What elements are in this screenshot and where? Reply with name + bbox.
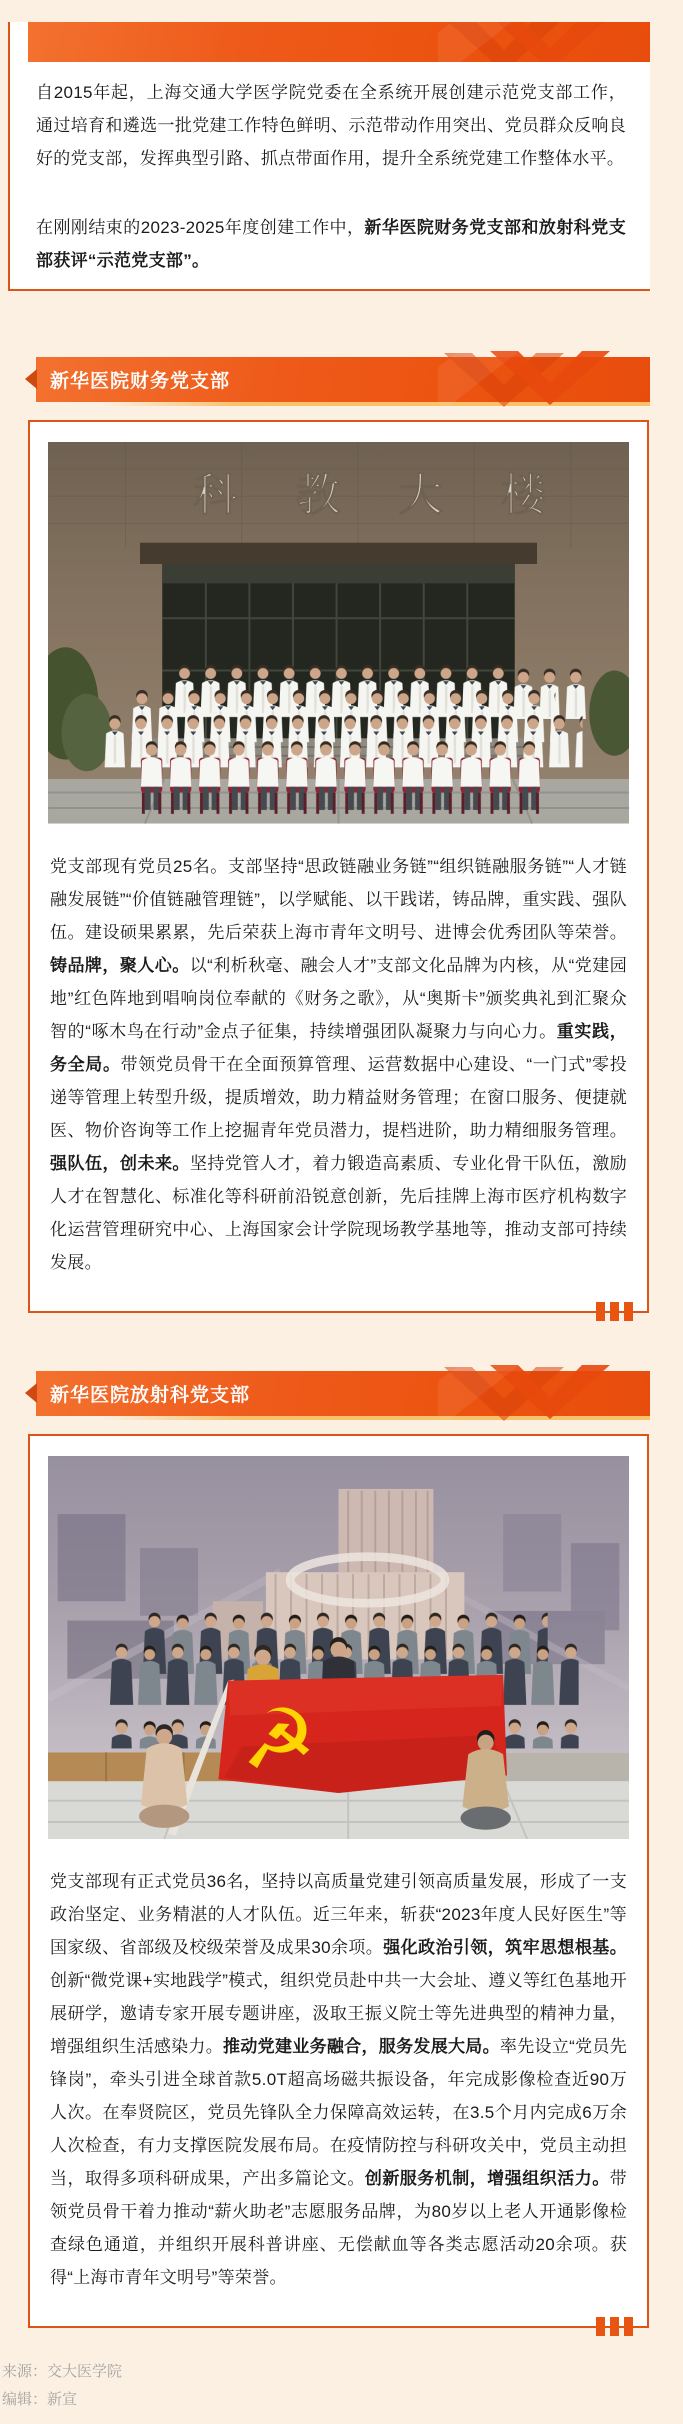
- intro-paragraph-1: 自2015年起，上海交通大学医学院党委在全系统开展创建示范党支部工作，通过培育和遴选一批党建工作特色鲜明、示范带动作用突出、党员群众反响良好的党支部，发挥典型引路、抓点带面作用，提升全系统党建工作整体水平。: [36, 83, 626, 168]
- building-sign-text: 科教大楼: [193, 470, 604, 520]
- spacer: [0, 291, 683, 357]
- chevron-decoration-icon: [438, 351, 618, 407]
- card-corner-bars-decoration: [596, 2317, 633, 2336]
- footer-editor: 编辑：新宣: [2, 2390, 78, 2408]
- article-footer: [2, 2358, 683, 2424]
- finance-branch-paragraph: 党支部现有党员25名。支部坚持“思政链融业务链”“组织链融服务链”“人才链融发展链”“价值链融管理链”，以学赋能、以干践诺，铸品牌，重实践、强队伍。建设硕果累累，先后荣获上海市青年文明号、进博会优秀团队等荣誉。铸品牌，聚人心。以“利析秋毫、融会人才”支部文化品牌为内核，从“党建园地”红色阵地到唱响岗位奉献的《财务之歌》，从“奥斯卡”颁奖典礼到汇聚众智的“啄木鸟在行动”金点子征集，持续增强团队凝聚力与向心力。重实践，务全局。带领党员骨干在全面预算管理、运营数据中心建设、“一门式”零投递等管理上转型升级，提质增效，助力精益财务管理；在窗口服务、便捷就医、物价咨询等工作上挖掘青年党员潜力，提档进阶，助力精细服务管理。强队伍，创未来。坚持党管人才，着力锻造高素质、专业化骨干队伍，激励人才在智慧化、标准化等科研前沿锐意创新，先后挂牌上海市医疗机构数字化运营管理研究中心、上海国家会计学院现场教学基地等，推动支部可持续发展。: [50, 856, 628, 1272]
- finance-branch-card: [28, 420, 649, 1313]
- chevron-decoration-icon: [438, 1365, 618, 1421]
- spacer: [0, 1313, 683, 1371]
- radiology-branch-paragraph: 党支部现有正式党员36名，坚持以高质量党建引领高质量发展，形成了一支政治坚定、业务精湛的人才队伍。近三年来，斩获“2023年度人民好医生”等国家级、省部级及校级荣誉及成果30余项。强化政治引领，筑牢思想根基。创新“微党课+实地践学”模式，组织党员赴中共一大会址、遵义等红色基地开展研学，邀请专家开展专题讲座，汲取王振义院士等先进典型的精神力量，增强组织生活感染力。推动党建业务融合，服务发展大局。率先设立“党员先锋岗”，牵头引进全球首款5.0T超高场磁共振设备，年完成影像检查近90万人次。在奉贤院区，党员先锋队全力保障高效运转，在3.5个月内完成6万余人次检查，有力支撑医院发展布局。在疫情防控与科研攻关中，党员主动担当，取得多项科研成果，产出多篇论文。创新服务机制，增强组织活力。带领党员骨干着力推动“薪火助老”志愿服务品牌，为80岁以上老人开通影像检查绿色通道，并组织开展科普讲座、无偿献血等各类志愿活动20余项。获得“上海市青年文明号”等荣誉。: [50, 1871, 628, 2287]
- glass-header: [162, 564, 514, 583]
- card-corner-bars-decoration: [596, 1302, 633, 1321]
- header-banner-image: [28, 22, 650, 62]
- footer-source: 来源：交大医学院: [2, 2362, 123, 2380]
- hammer-sickle-emblem: ☭: [241, 1692, 317, 1786]
- finance-branch-group-photo: [48, 442, 629, 824]
- radiology-branch-card: [28, 1434, 649, 2328]
- radiology-branch-group-photo: [48, 1456, 629, 1839]
- section-banner-radiology: [36, 1371, 650, 1416]
- chevron-decoration-icon: [438, 22, 618, 62]
- party-flag: [218, 1674, 507, 1792]
- entrance-canopy: [140, 543, 537, 564]
- intro-section: [8, 22, 650, 291]
- section-banner-radiology-title: 新华医院放射科党支部: [50, 1384, 251, 1406]
- group-row-seated: [137, 740, 544, 821]
- intro-paragraph-2: [10, 211, 650, 277]
- section-banner-finance-title: 新华医院财务党支部: [50, 371, 231, 392]
- intro-paragraph-2-normal: 在刚刚结束的2023-2025年度创建工作中，: [36, 218, 365, 237]
- section-banner-finance: [36, 357, 650, 402]
- intro-paragraph-2-bold: 新华医院财务党支部和放射科党支部获评“示范党支部”。: [36, 218, 626, 270]
